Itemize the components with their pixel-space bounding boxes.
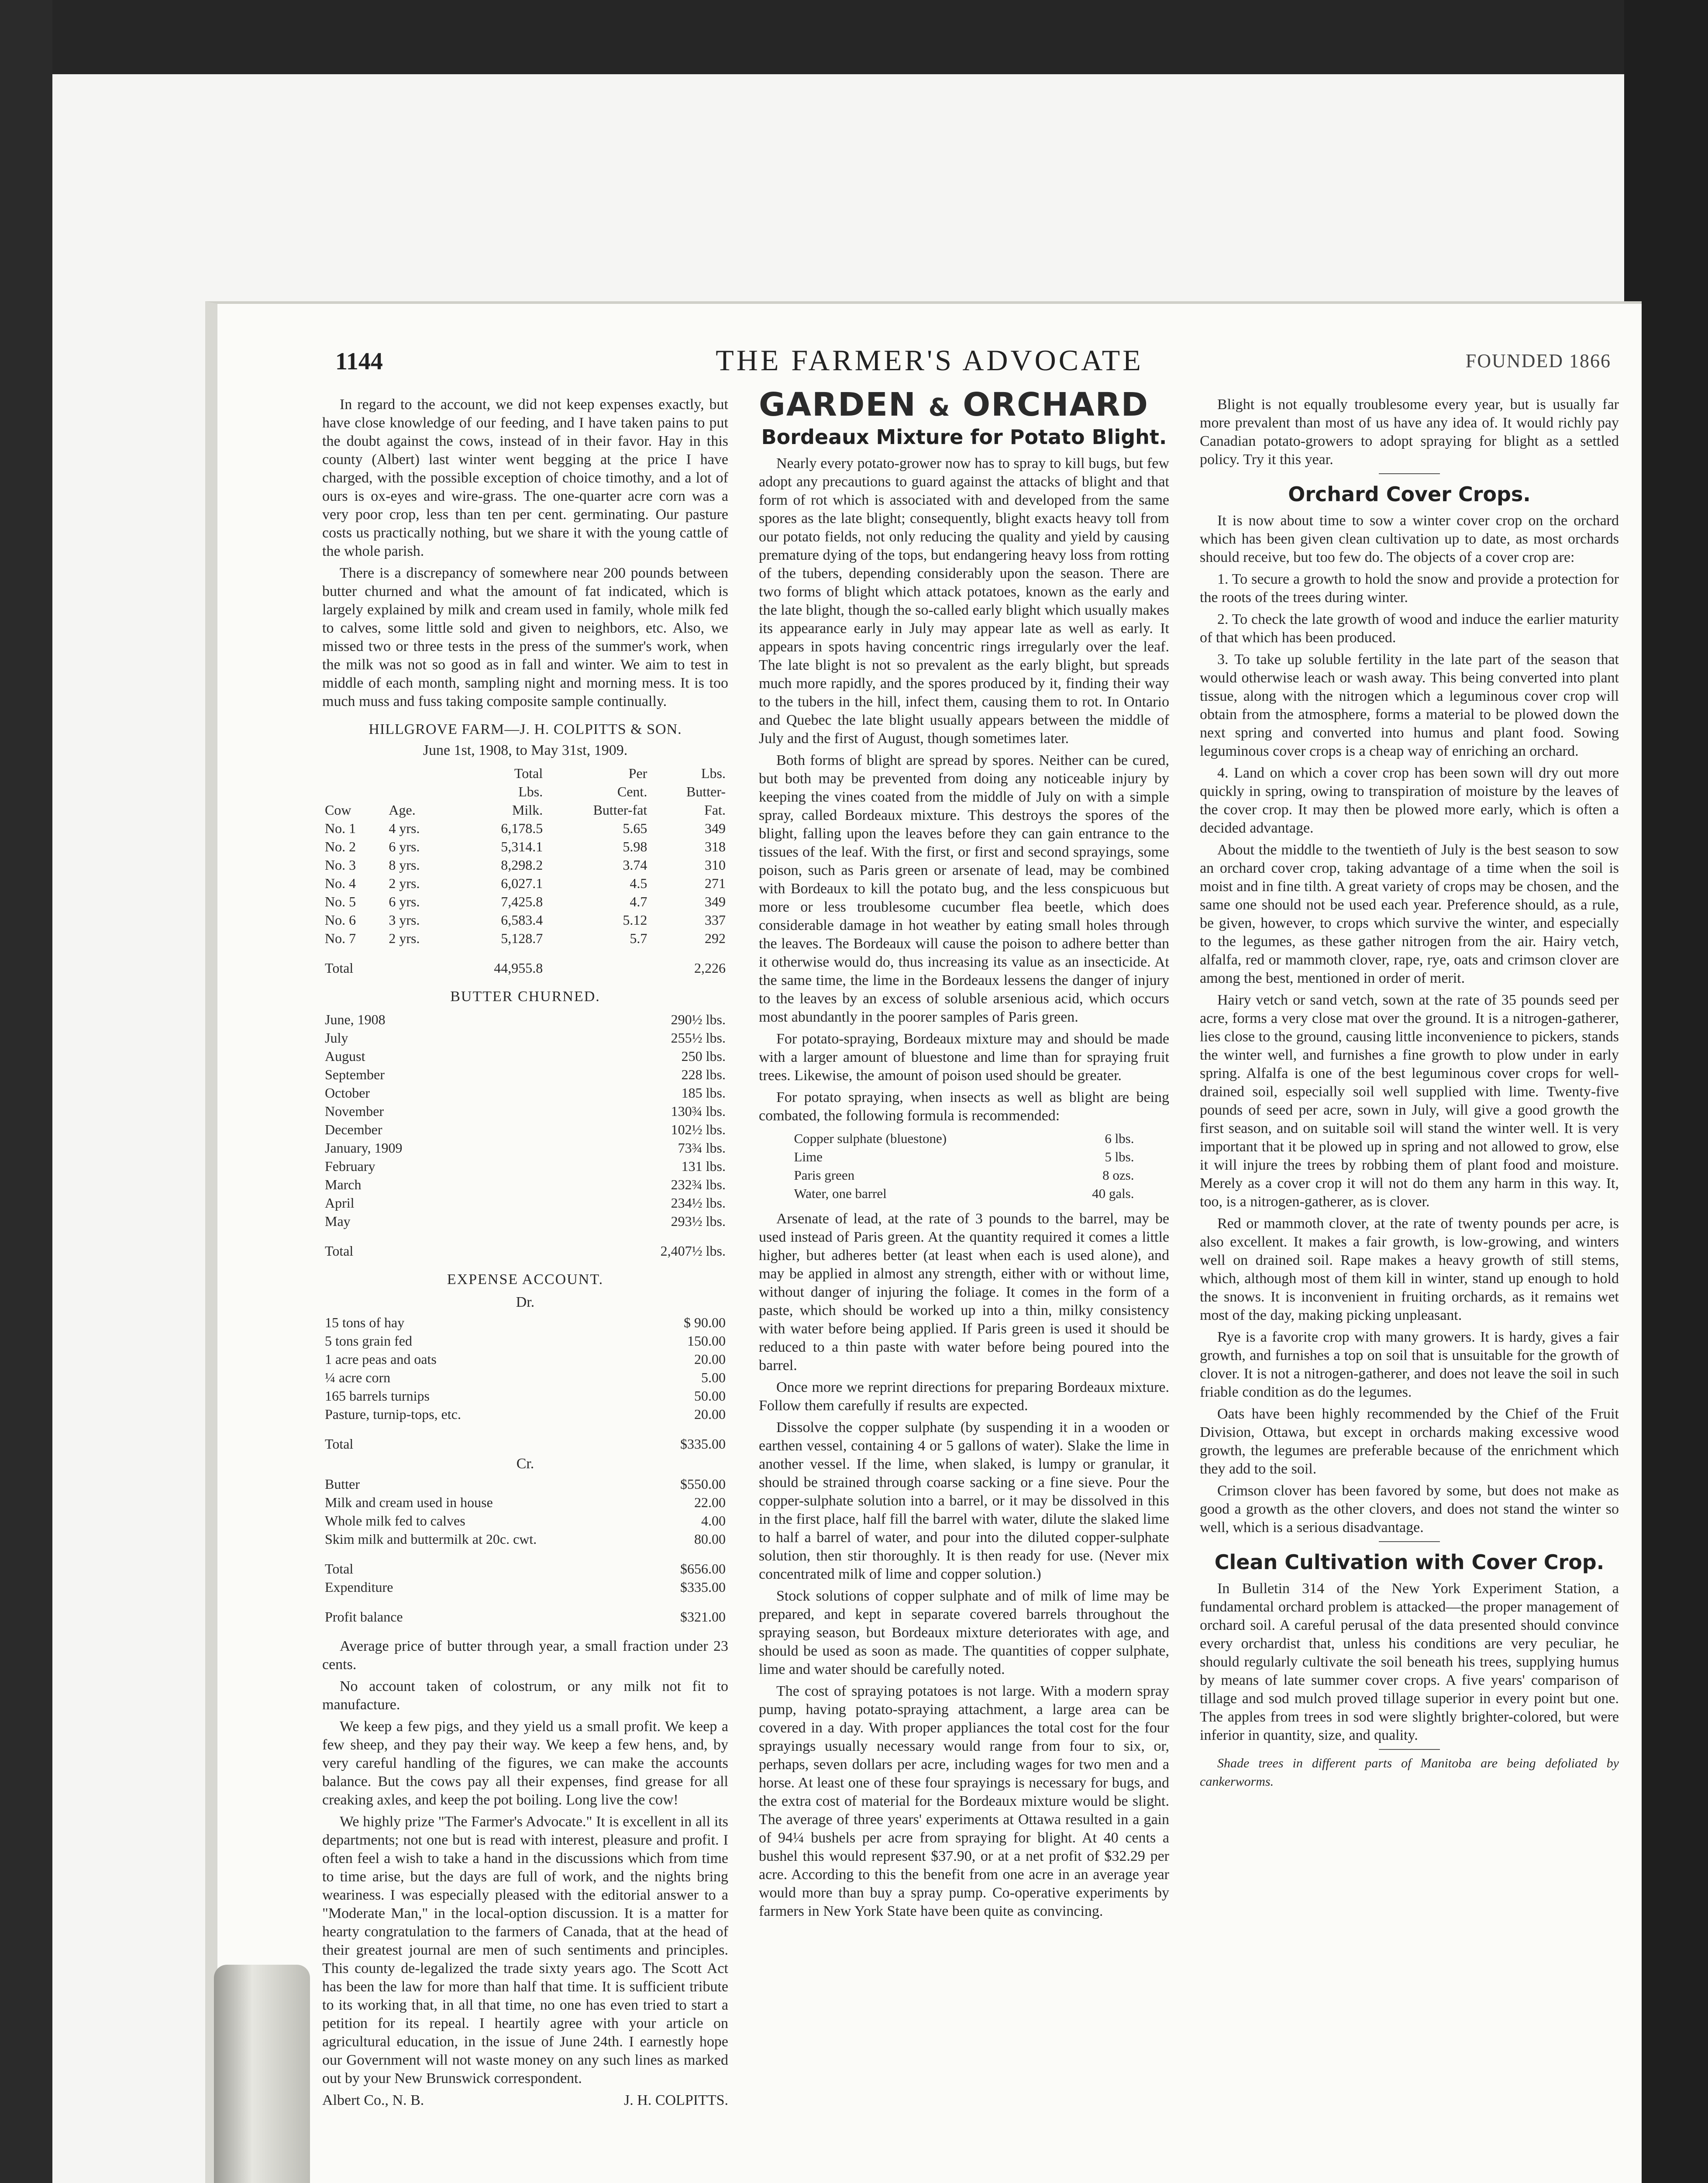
- table-row: No. 1 4 yrs. 6,178.5 5.65 349: [325, 820, 726, 836]
- butter-heading: BUTTER CHURNED.: [450, 988, 600, 1005]
- paragraph: Oats have been highly recommended by the Chief of the Fruit Division, Ottawa, but except in orchards making excessive wood growth, the legumes are preferable because of the enrichment which they add to the soil.: [1200, 1406, 1619, 1477]
- table-row: July 255½ lbs.: [325, 1030, 726, 1046]
- table-row: December 102½ lbs.: [325, 1122, 726, 1137]
- founded-note: FOUNDED 1866: [1465, 350, 1611, 372]
- table-row: No. 4 2 yrs. 6,027.1 4.5 271: [325, 875, 726, 891]
- table-row: November 130¾ lbs.: [325, 1103, 726, 1119]
- paragraph: In Bulletin 314 of the New York Experiment Station, a fundamental orchard problem is attacked—the proper management of orchard soil. A careful perusal of the data presented should convince every orchardist that, unless his conditions are very peculiar, he should regularly cultivate the soil beneath his trees, supplying humus by means of late summer cover crops. A five years' comparison of tillage and sod mulch proved tillage superior in every point but one. The apples from trees in sod were slightly brighter-colored, but were inferior in quantity, size, and quality.: [1200, 1580, 1619, 1743]
- butter-table: [322, 1010, 728, 1260]
- credit-label: Cr.: [516, 1456, 534, 1472]
- table-total-row: Total $335.00: [325, 1436, 726, 1452]
- paragraph: 4. Land on which a cover crop has been sown will dry out more quickly in spring, owing to transpiration of moisture by the leaves of the cover crop. It may then be plowed more early, which is often a decided advantage.: [1200, 765, 1619, 836]
- divider: [1379, 473, 1440, 474]
- divider: [1379, 1541, 1440, 1542]
- paragraph: Nearly every potato-grower now has to spray to kill bugs, but few adopt any precautions to guard against the attacks of blight and that form of rot which is associated with and developed from the same spores as the late blight; consequently, blight exacts heavy toll from our potato fields, not only reducing the quality and yield by causing premature dying of the tops, but endangering heavy loss from rotting of the tubers, depending considerably upon the season. There are two forms of blight which attack potatoes, known as the early and the late blight, though the so-called early blight which usually makes its appearance early in July may appear late as well as early. It appears in spots having concentric rings irregularly over the leaf. The late blight is not so prevalent as the early blight, but spreads much more rapidly, and the spores produced by it, finding their way to the tubers in the hill, infect them, causing them to rot. In Ontario and Quebec the late blight usually appears between the middle of July and the first of August, though sometimes later.: [759, 455, 1169, 747]
- table-row: Skim milk and buttermilk at 20c. cwt. 80.00: [325, 1531, 726, 1547]
- section-heading-garden-orchard: GARDEN & ORCHARD: [759, 386, 1149, 424]
- divider: [1379, 1749, 1440, 1750]
- table-row: Water, one barrel 40 gals.: [794, 1186, 1134, 1201]
- farm-dates: June 1st, 1908, to May 31st, 1909.: [423, 742, 628, 758]
- paragraph: No account taken of colostrum, or any milk not fit to manufacture.: [322, 1678, 728, 1713]
- table-row: January, 1909 73¾ lbs.: [325, 1140, 726, 1156]
- table-total-row: Total 2,407½ lbs.: [325, 1243, 726, 1259]
- table-row: April 234½ lbs.: [325, 1195, 726, 1211]
- column-1: [322, 396, 728, 2110]
- table-row: No. 5 6 yrs. 7,425.8 4.7 349: [325, 894, 726, 909]
- paragraph: Dissolve the copper sulphate (by suspending it in a wooden or earthen vessel, containing 4 or 5 gallons of water). Slake the lime in another vessel. If the lime, when slaked, is lumpy or granular, it should be strained through coarse sacking or a fine sieve. Pour the copper-sulphate solution into a barrel, or it may be dissolved in this in the first place, half fill the barrel with water, dilute the slaked lime to half a barrel of water, and pour into the diluted copper-sulphate solution, then stir thoroughly. It is then ready for use. (Never mix concentrated milk of lime and copper solution.): [759, 1419, 1169, 1582]
- paragraph: Hairy vetch or sand vetch, sown at the rate of 35 pounds seed per acre, forms a very close mat over the ground. It is a nitrogen-gatherer, lies close to the ground, causing little inconvenience to pickers, stands the winter well, and furnishes a fine growth to plow under in early spring. Alfalfa is one of the best leguminous cover crops for well-drained soil, especially soil well supplied with lime. Twenty-five pounds of seed per acre, sown in July, will give a good growth the first season, and on suitable soil will stand the winter well. It is very important that it be plowed up in spring and not allowed to grow, else it will injure the trees by robbing them of plant food and moisture. Merely as a cover crop it will not do them any harm in this way. It, too, is a nitrogen-gatherer, as is clover.: [1200, 992, 1619, 1210]
- paragraph: 3. To take up soluble fertility in the late part of the season that would otherwise leach or wash away. This being converted into plant tissue, along with the nitrogen which a leguminous cover crop will obtain from the atmosphere, forms a material to be plowed down the next spring and converted into humus and plant food. Sowing leguminous cover crops is a cheap way of enriching an orchard.: [1200, 651, 1619, 759]
- table-row: Copper sulphate (bluestone) 6 lbs.: [794, 1131, 1134, 1146]
- paragraph: Both forms of blight are spread by spores. Neither can be cured, but both may be prevented from doing any noticeable injury by keeping the vines coated from the middle of July on with a simple spray, called Bordeaux mixture. This destroys the spores of the blight, falling upon the leaves before they can gain entrance to the tissues of the leaf. With the first, or first and second sprayings, some poison, such as Paris green or arsenate of lead, may be combined with Bordeaux to kill the potato bug, and the less conspicuous but more or less troublesome cucumber flea beetle, which does considerable damage in hot weather by eating small holes through the leaves. The Bordeaux will cause the poison to adhere better than it otherwise would do, thus increasing its value as an insecticide. At the same time, the lime in the Bordeaux lessens the danger of injury to the leaves by an excess of soluble arsenious acid, which occurs most abundantly in the poorer samples of Paris green.: [759, 752, 1169, 1025]
- table-row: September 228 lbs.: [325, 1067, 726, 1082]
- table-row: Paris green 8 ozs.: [794, 1167, 1134, 1183]
- profit-row: Profit balance $321.00: [325, 1609, 726, 1625]
- table-row: No. 6 3 yrs. 6,583.4 5.12 337: [325, 912, 726, 928]
- table-row: No. 3 8 yrs. 8,298.2 3.74 310: [325, 857, 726, 873]
- farm-heading: HILLGROVE FARM—J. H. COLPITTS & SON.: [368, 721, 682, 737]
- article-title: Orchard Cover Crops.: [1288, 482, 1531, 506]
- table-row: March 232¾ lbs.: [325, 1177, 726, 1192]
- paragraph: 1. To secure a growth to hold the snow and provide a protection for the roots of the trees during winter.: [1200, 571, 1619, 606]
- table-row: 15 tons of hay $ 90.00: [325, 1315, 726, 1330]
- paragraph: 2. To check the late growth of wood and induce the earlier maturity of that which has been produced.: [1200, 611, 1619, 646]
- table-row: Butter $550.00: [325, 1476, 726, 1492]
- signature-name: J. H. COLPITTS.: [624, 2092, 728, 2108]
- table-row: 165 barrels turnips 50.00: [325, 1388, 726, 1404]
- article-title: Bordeaux Mixture for Potato Blight.: [761, 425, 1167, 449]
- table-row: Expenditure $335.00: [325, 1579, 726, 1595]
- table-row: August 250 lbs.: [325, 1048, 726, 1064]
- paragraph: It is now about time to sow a winter cover crop on the orchard which has been given clean cultivation up to date, as most orchards should receive, but too few do. The objects of a cover crop are:: [1200, 513, 1619, 565]
- paragraph: Blight is not equally troublesome every year, but is usually far more prevalent than most of us have any idea of. It would richly pay Canadian potato-growers to adopt spraying for blight as a settled policy. Try it this year.: [1200, 396, 1619, 468]
- credit-table: [322, 1475, 728, 1626]
- table-row: October 185 lbs.: [325, 1085, 726, 1101]
- table-total-row: Total $656.00: [325, 1561, 726, 1577]
- article-title: Clean Cultivation with Cover Crop.: [1214, 1550, 1605, 1574]
- table-row: Milk and cream used in house 22.00: [325, 1494, 726, 1510]
- book-spine-edge: [214, 1965, 310, 2183]
- expense-heading: EXPENSE ACCOUNT.: [447, 1271, 604, 1288]
- signature-line: [322, 2091, 728, 2110]
- formula-table: [790, 1129, 1139, 1203]
- table-row: No. 7 2 yrs. 5,128.7 5.7 292: [325, 930, 726, 946]
- paragraph: Once more we reprint directions for preparing Bordeaux mixture. Follow them carefully if results are expected.: [759, 1379, 1169, 1414]
- paragraph: For potato spraying, when insects as well as blight are being combated, the following formula is recommended:: [759, 1089, 1169, 1124]
- paragraph: Arsenate of lead, at the rate of 3 pounds to the barrel, may be used instead of Paris green. At the quantity required it comes a little higher, but adheres better (at least when each is used alone), and may be applied in almost any strength, either with or without lime, without danger of injuring the foliage. It comes in the form of a paste, which should be worked up into a thin, milky consistency with water before being applied. If Paris green is used it should be reduced to a thin paste with water before being poured into the barrel.: [759, 1211, 1169, 1374]
- table-row: 5 tons grain fed 150.00: [325, 1333, 726, 1349]
- table-row: Whole milk fed to calves 4.00: [325, 1513, 726, 1529]
- paragraph: Rye is a favorite crop with many growers. It is hardy, gives a fair growth, and furnishes a top on soil that is unsuitable for the growth of clover. It is not a nitrogen-gatherer, and does not leave the soil in such friable condition as do the legumes.: [1200, 1329, 1619, 1400]
- scan-background-left: [0, 0, 52, 2183]
- table-header-row: Cow Age. Milk. Butter-fat Fat.: [325, 802, 726, 818]
- paragraph: There is a discrepancy of somewhere near 200 pounds between butter churned and what the amount of fat indicated, which is largely explained by milk and cream used in family, whole milk fed to calves, some little sold and given to neighbors, etc. Also, we missed two or three tests in the press of the summer's work, when the milk was not so good as in fall and winter. We aim to test in middle of each month, sampling night and morning mess. It is too much muss and fuss taking composite sample continually.: [322, 565, 728, 709]
- paragraph: Crimson clover has been favored by some, but does not make as good a growth as the other clovers, and does not stand the winter so well, which is a serious disadvantage.: [1200, 1483, 1619, 1536]
- table-header-row: Lbs. Cent. Butter-: [518, 784, 726, 799]
- column-3: [1200, 396, 1619, 1794]
- paragraph: Stock solutions of copper sulphate and of milk of lime may be prepared, and kept in separate covered barrels throughout the spraying season, but Bordeaux mixture deteriorates with age, and should be used as soon as made. The quantities of copper sulphate, lime and water should be carefully noted.: [759, 1588, 1169, 1677]
- table-header-row: Total Per Lbs.: [514, 765, 726, 781]
- table-row: 1 acre peas and oats 20.00: [325, 1351, 726, 1367]
- table-row: Pasture, turnip-tops, etc. 20.00: [325, 1406, 726, 1422]
- paragraph: The cost of spraying potatoes is not large. With a modern spray pump, having potato-spraying attachment, a large area can be covered in a day. With proper appliances the total cost for the four sprayings usually necessary would range from four to six, or, perhaps, seven dollars per acre, including wages for two men and a horse. At least one of these four sprayings is necessary for bugs, and the extra cost of material for the Bordeaux mixture would be slight. The average of three years' experiments at Ottawa resulted in a gain of 94¼ bushels per acre from spraying for blight. At 40 cents a bushel this would represent $37.90, or at a net profit of $32.29 per acre. According to this the benefit from one acre in an average year would more than buy a spray pump. Co-operative experiments by farmers in New York State have been quite as convincing.: [759, 1683, 1169, 1919]
- table-row: February 131 lbs.: [325, 1158, 726, 1174]
- page-number: 1144: [335, 348, 383, 375]
- table-row: No. 2 6 yrs. 5,314.1 5.98 318: [325, 839, 726, 854]
- paragraph: About the middle to the twentieth of July is the best season to sow an orchard cover crop, taking advantage of a time when the soil is moist and in fine tilth. A great variety of crops may be chosen, and the same one should not be used each year. Preference should, as a rule, be given, however, to crops which survive the winter, and especially to the legumes, as these gather nitrogen from the air. Hairy vetch, alfalfa, red or mammoth clover, rape, rye, oats and crimson clover are among the best, mentioned in order of merit.: [1200, 842, 1619, 986]
- masthead-title: THE FARMER'S ADVOCATE: [716, 344, 1143, 377]
- table-total-row: Total 44,955.8 2,226: [325, 960, 726, 976]
- table-row: Lime 5 lbs.: [794, 1149, 1134, 1164]
- column-2: [759, 386, 1169, 1924]
- debit-label: Dr.: [516, 1294, 535, 1310]
- paragraph: In regard to the account, we did not keep expenses exactly, but have close knowledge of our feeding, and I have taken pains to put the doubt against the cows, instead of in their favor. Hay in this county (Albert) last winter went begging at the price I have charged, with the possible exception of choice timothy, and a lot of ours is ox-eyes and wire-grass. The one-quarter acre corn was a very poor crop, less than ten per cent. germinating. Our pasture costs us practically nothing, but we share it with the young cattle of the whole parish.: [322, 396, 728, 559]
- paragraph: Red or mammoth clover, at the rate of twenty pounds per acre, is also excellent. It makes a fair growth, is low-growing, and winters well on drained soil. Rape makes a heavy growth of still stems, which, although most of them kill in winter, stand up enough to hold the snows. It is inconvenient in fruiting orchards, as it remains wet most of the day, making picking unpleasant.: [1200, 1215, 1619, 1323]
- paragraph: For potato-spraying, Bordeaux mixture may and should be made with a larger amount of bluestone and lime than for spraying fruit trees. Likewise, the amount of poison used should be greater.: [759, 1031, 1169, 1084]
- paragraph: Average price of butter through year, a small fraction under 23 cents.: [322, 1638, 728, 1673]
- newspaper-page: [205, 301, 1642, 2183]
- cow-record-table: [322, 764, 728, 977]
- paragraph: We keep a few pigs, and they yield us a small profit. We keep a few sheep, and they pay their way. We keep a few hens, and, by very careful handling of the figures, we can make the accounts balance. But the cows pay all their expenses, find grease for all creaking axles, and keep the pot boiling. Long live the cow!: [322, 1718, 728, 1808]
- debit-table: [322, 1313, 728, 1453]
- table-row: May 293½ lbs.: [325, 1213, 726, 1229]
- news-note: Shade trees in different parts of Manitoba are being defoliated by cankerworms.: [1200, 1756, 1619, 1789]
- paragraph: We highly prize "The Farmer's Advocate." It is excellent in all its departments; not one but is read with interest, pleasure and profit. I often feel a wish to take a hand in the discussions which from time to time arise, but the days are full of work, and the nights bring weariness. I was especially pleased with the editorial answer to a "Moderate Man," in the local-option discussion. It is a matter for hearty congratulation to the farmers of Canada, that at the head of their greatest journal are men of such sentiments and principles. This county de-legalized the trade sixty years ago. The Scott Act has been the law for more than half that time. It is sufficient tribute to its working that, in all that time, no one has even tried to start a petition for its repeal. I heartily agree with your article on agricultural education, in the issue of June 24th. I earnestly hope our Government will not waste money on any such lines as marked out by your New Brunswick correspondent.: [322, 1814, 728, 2087]
- ampersand-ornament: &: [928, 393, 951, 422]
- table-row: June, 1908 290½ lbs.: [325, 1012, 726, 1027]
- table-row: ¼ acre corn 5.00: [325, 1370, 726, 1385]
- signature-place: Albert Co., N. B.: [322, 2092, 424, 2108]
